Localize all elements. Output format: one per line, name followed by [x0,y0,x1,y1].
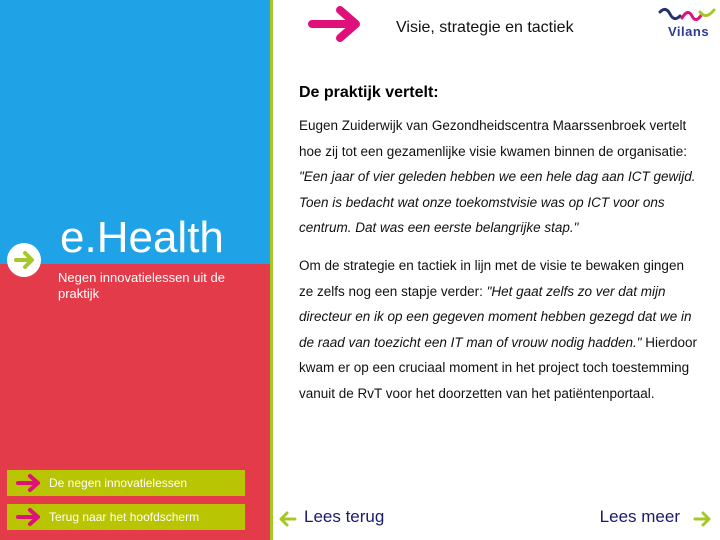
p1-intro: Eugen Zuiderwijk van Gezondheidscentra Maarssenbroek vertelt hoe zij tot een gezamenlijke visie kwamen binnen de organisatie: [299,118,687,159]
content-paragraph-1 [299,113,699,241]
brand-subtitle: Negen innovatielessen uit de praktijk [58,270,225,301]
arrow-right-icon [7,243,41,277]
nav-button-innovatielessen[interactable] [7,470,245,496]
content-paragraph-2 [299,253,699,407]
arrow-right-icon [692,511,712,527]
arrow-left-icon [278,511,298,527]
p2-quote: "Het gaat zelfs zo ver dat mijn directeur en ik op een gegeven moment hebben gezegd dat we in de raad van toezicht een IT man of vrouw nodig hadden." [299,283,692,350]
vilans-logo-text: Vilans [668,24,710,39]
lees-terug-label: Lees terug [304,507,385,526]
sidebar-red-panel [0,264,270,540]
nav-button-label: De negen innovatielessen [49,476,188,490]
content-heading: De praktijk vertelt: [299,84,439,101]
magenta-right-arrow-icon [306,2,368,46]
page-title: Visie, strategie en tactiek [396,19,574,36]
p1-quote: "Een jaar of vier geleden hebben we een hele dag aan ICT gewijd. Toen is bedacht wat onze toekomstvisie was op ICT voor ons centrum. Dat was een eerste belangrijke stap." [299,169,696,236]
sidebar-green-edge [270,0,273,540]
p2-intro: Om de strategie en tactiek in lijn met de visie te bewaken gingen ze zelfs nog een stapje verder: [299,257,684,299]
lees-meer-button[interactable] [592,506,712,530]
nav-button-label: Terug naar het hoofdscherm [49,510,200,524]
lees-meer-label: Lees meer [599,507,680,526]
main-content [299,84,699,419]
magenta-right-arrow-icon [15,473,45,493]
magenta-right-arrow-icon [15,507,45,527]
brand-title: e.Health [60,213,224,262]
p2-outro: Hierdoor kwam er op een cruciaal moment in het project toch toestemming vanuit de RvT voor het doorzetten van het patiëntenportaal. [299,334,698,401]
nav-button-hoofdscherm[interactable] [7,504,245,530]
